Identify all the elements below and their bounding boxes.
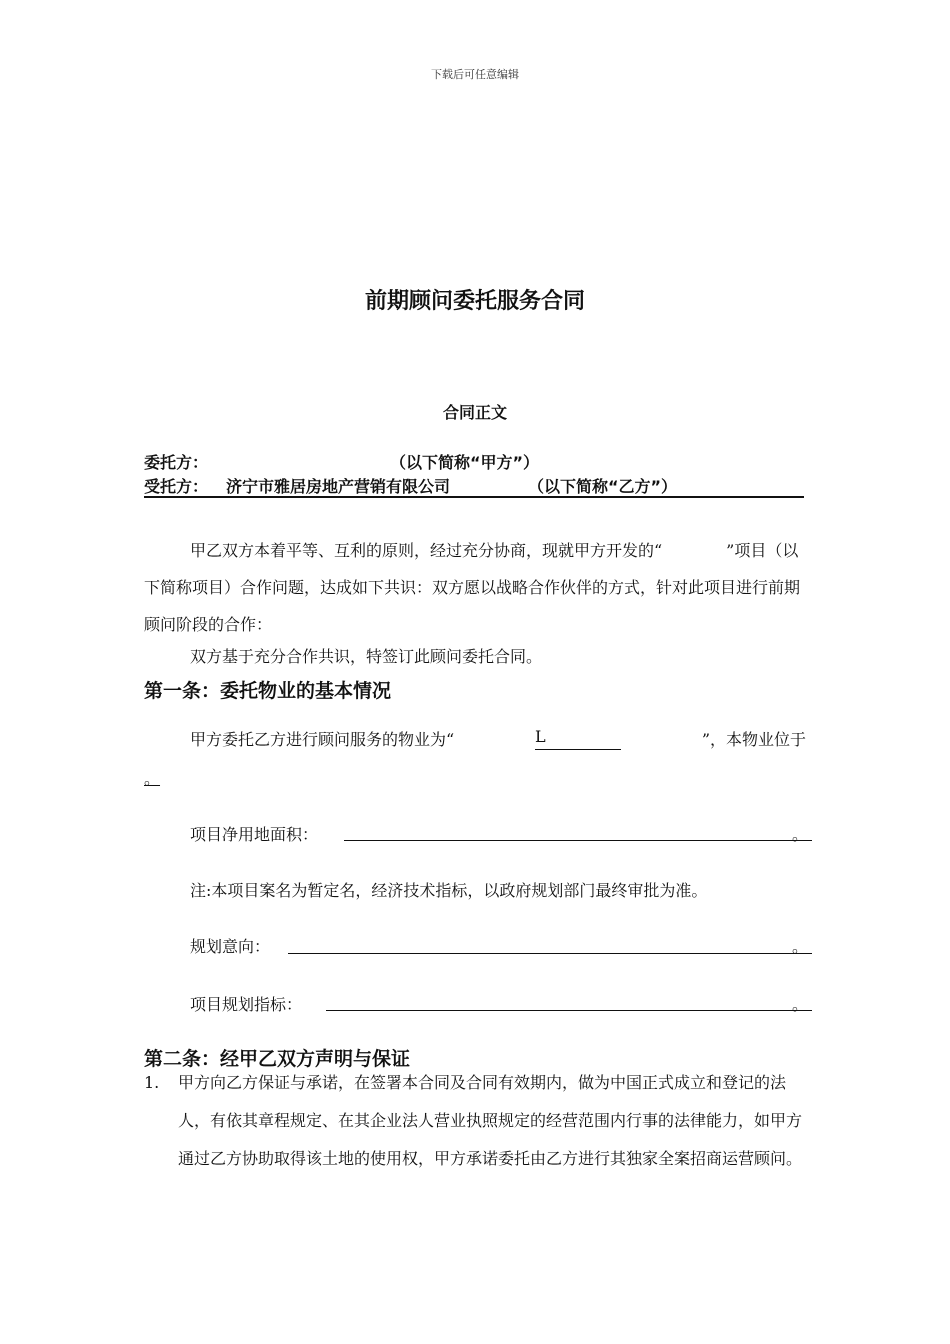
principal-label: 委托方： [144,453,209,472]
agent-alias: （以下简称“乙方”） [528,477,678,496]
property-name-blank: L [535,727,621,750]
document-subtitle: 合同正文 [442,403,507,422]
net-area-blank [344,840,812,841]
property-line [190,727,806,750]
preamble-paragraph: 甲乙双方本着平等、互利的原则，经过充分协商，现就甲方开发的“ ”项目（以下简称项目）合作问题，达成如下共识：双方愿以战略合作伙伴的方式，针对此项目进行前期顾问阶段的合作： [144,541,801,634]
article-2-item-number: 1. [144,1073,160,1092]
document-title: 前期顾问委托服务合同 [364,289,585,314]
planning-intent-label: 规划意向： [190,937,271,956]
page-header-note: 下载后可任意编辑 [431,68,519,81]
principal-alias: （以下简称“甲方”） [390,453,540,472]
planning-intent-end: 。 [792,937,809,956]
net-area-label: 项目净用地面积： [190,825,319,844]
planning-intent-blank [288,953,812,954]
property-suffix: ”，本物业位于 [701,730,806,749]
net-area-end: 。 [792,825,809,844]
property-prefix: 甲方委托乙方进行顾问服务的物业为“ [190,730,455,749]
agent-label: 受托方： [144,477,209,496]
party-divider [144,496,804,498]
location-end-mark: 。 [144,769,161,788]
name-disclaimer-note: 注:本项目案名为暂定名，经济技术指标，以政府规划部门最终审批为准。 [190,881,708,900]
article-2-heading: 第二条：经甲乙双方声明与保证 [144,1048,411,1070]
article-1-heading: 第一条：委托物业的基本情况 [144,680,392,702]
agent-name: 济宁市雅居房地产营销有限公司 [226,477,451,496]
planning-index-blank [326,1010,812,1011]
preamble-closing: 双方基于充分合作共识，特签订此顾问委托合同。 [190,647,543,666]
planning-index-end: 。 [792,995,809,1014]
article-2-item-text: 甲方向乙方保证与承诺，在签署本合同及合同有效期内，做为中国正式成立和登记的法人，有依其章程规定、在其企业法人营业执照规定的经营范围内行事的法律能力，如甲方通过乙方协助取得该土地的使用权，甲方承诺委托由乙方进行其独家全案招商运营顾问。 [178,1073,803,1168]
planning-index-label: 项目规划指标： [190,995,303,1014]
